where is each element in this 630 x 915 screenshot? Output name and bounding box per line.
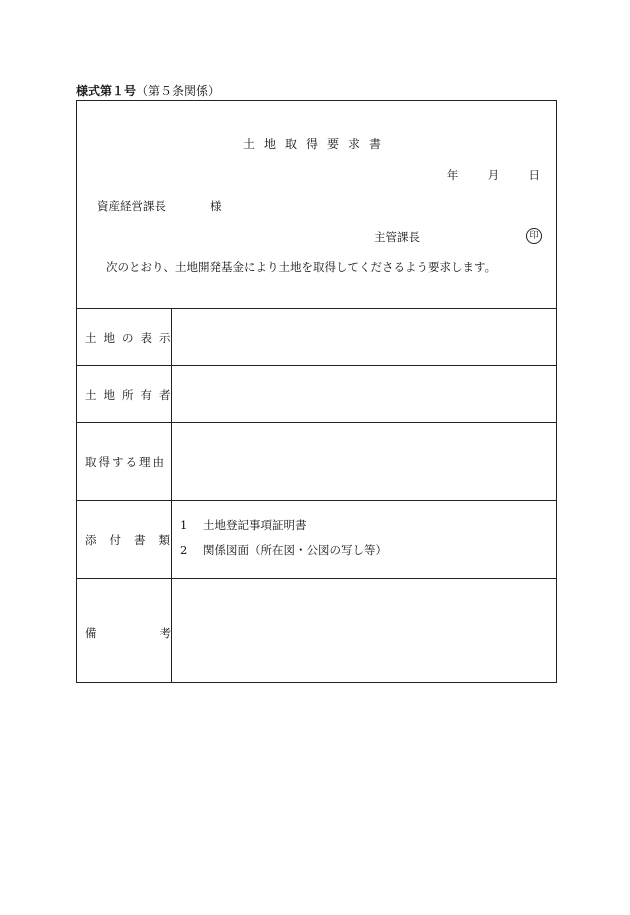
form-number: 様式第１号 [76, 84, 137, 98]
addressee-name: 資産経営課長 [97, 199, 166, 213]
label-text: 取得する理由 [85, 455, 166, 469]
attachment-number: 1 [180, 518, 188, 532]
row-label-attachments [85, 532, 183, 548]
row-label-land-description [85, 330, 178, 346]
seal-mark: 印 [526, 228, 542, 244]
date-day-label: 日 [528, 168, 540, 182]
form-article-ref: （第５条関係） [136, 84, 221, 98]
request-statement: 次のとおり、土地開発基金により土地を取得してくださるよう要求します。 [106, 260, 497, 274]
land-owner-field[interactable] [172, 366, 556, 422]
addressee-line [97, 199, 222, 213]
form-number-label [76, 82, 220, 99]
label-text: 備考 [85, 626, 234, 640]
document-title: 土地取得要求書 [242, 137, 390, 151]
date-month-label: 月 [487, 168, 500, 182]
attachment-text: 土地登記事項証明書 [203, 518, 307, 532]
label-text: 土地所有者 [85, 388, 178, 402]
attachment-text: 関係図面（所在図・公図の写し等） [203, 543, 387, 557]
row-divider [77, 500, 556, 501]
row-label-reason [85, 454, 165, 470]
reason-field[interactable] [172, 423, 556, 500]
land-description-field[interactable] [172, 309, 556, 365]
requester-name: 主管課長 [374, 230, 420, 244]
attachment-item [180, 542, 387, 558]
row-label-remarks [85, 625, 234, 641]
date-year-label: 年 [446, 168, 459, 182]
attachment-number: 2 [180, 543, 188, 557]
honorific: 様 [210, 199, 222, 213]
label-text: 添付書類 [85, 533, 183, 547]
date-line[interactable] [447, 168, 540, 182]
request-form [76, 100, 557, 683]
attachment-item [180, 517, 307, 533]
remarks-field[interactable] [172, 579, 556, 682]
row-label-land-owner [85, 387, 178, 403]
label-text: 土地の表示 [85, 331, 178, 345]
